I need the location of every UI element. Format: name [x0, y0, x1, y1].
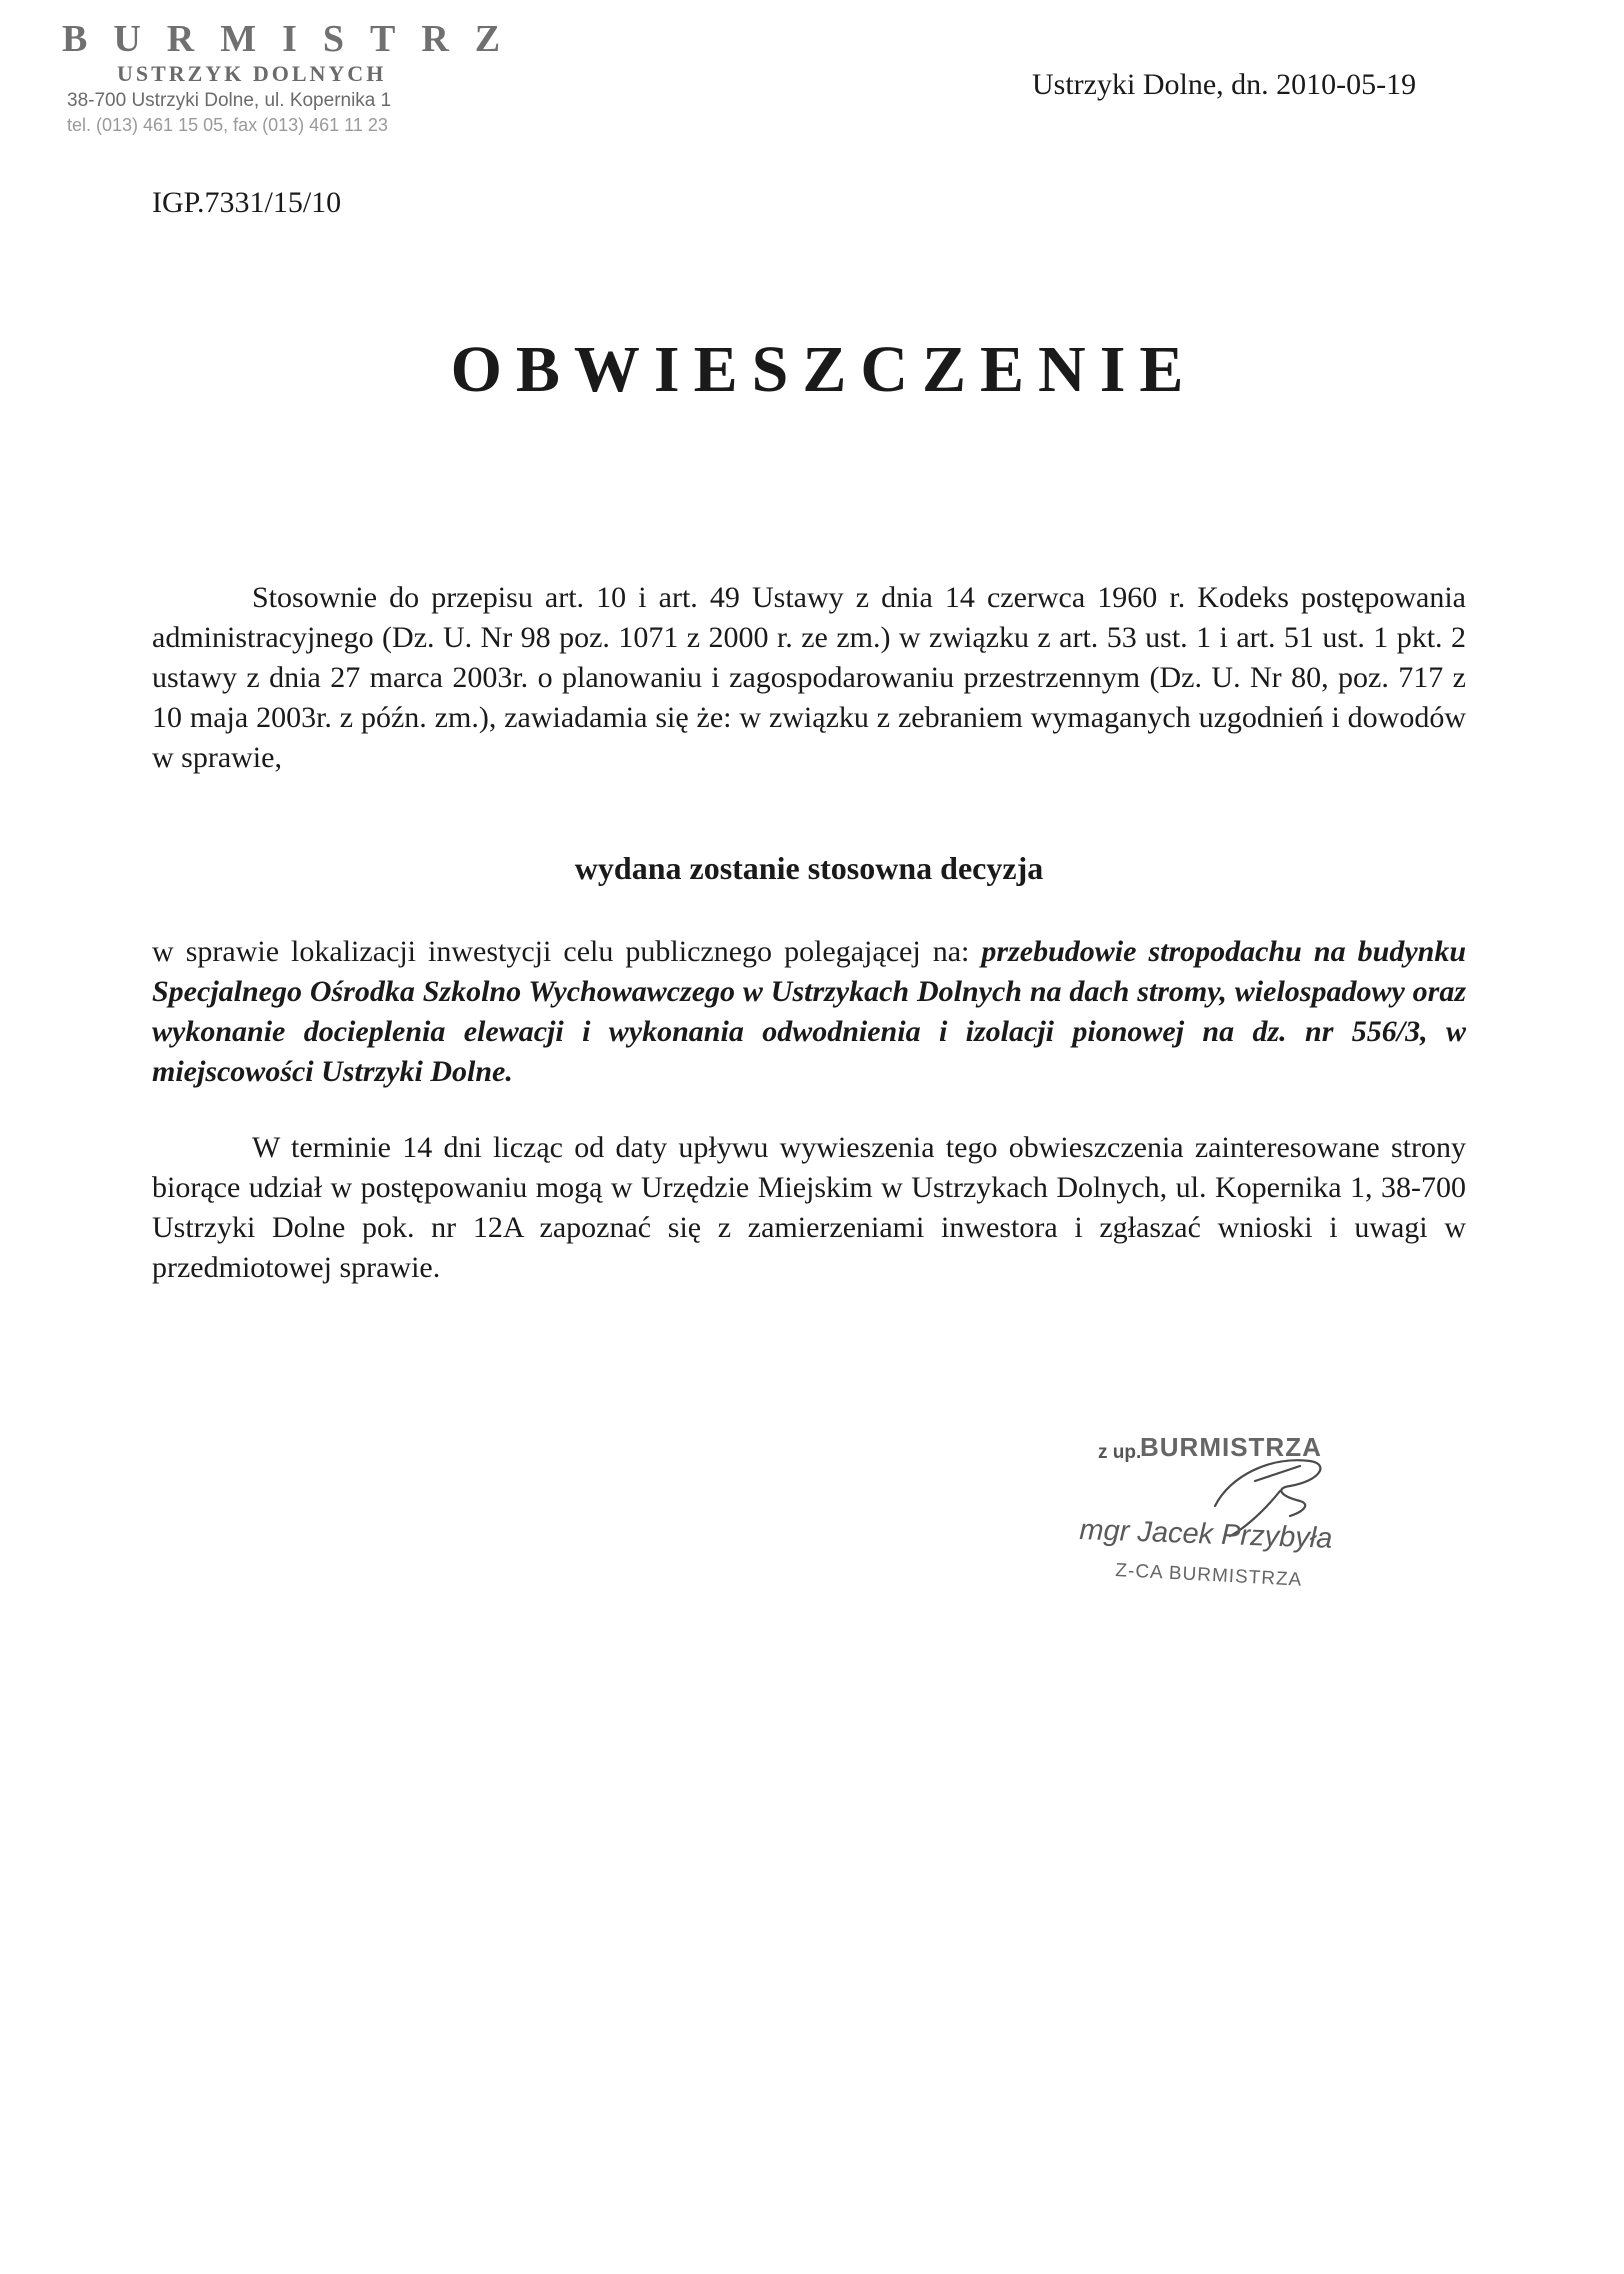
reference-number: IGP.7331/15/10 — [152, 186, 342, 219]
signature-prefix: z up. — [1098, 1442, 1142, 1463]
paragraph-subject — [152, 932, 1466, 1092]
paragraph-legal-basis: Stosownie do przepisu art. 10 i art. 49 Ustawy z dnia 14 czerwca 1960 r. Kodeks postępowania administracyjnego (Dz. U. Nr 98 poz. 1071 z 2000 r. ze zm.) w związku z art. 53 ust. 1 i art. 51 ust. 1 pkt. 2 ustawy z dnia 27 marca 2003r. o planowaniu i zagospodarowaniu przestrzennym (Dz. U. Nr 80, poz. 717 z 10 maja 2003r. z późn. zm.), zawiadamia się że: w związku z zebraniem wymaganych uzgodnień i dowodów w sprawie, — [152, 581, 1466, 774]
subject-description: przebudowie stropodachu na budynku Specjalnego Ośrodka Szkolno Wychowawczego w Ustrzykach Dolnych na dach stromy, wielospadowy oraz wykonanie docieplenia elewacji i wykonania odwodnienia i izolacji pionowej na dz. nr 556/3, w miejscowości Ustrzyki Dolne. — [152, 935, 1466, 1088]
document-title: OBWIESZCZENIE — [450, 333, 1198, 406]
subject-intro: w sprawie lokalizacji inwestycji celu publicznego polegającej na: — [152, 935, 982, 968]
paragraph-decision: wydana zostanie stosowna decyzja — [574, 850, 1044, 886]
place-date: Ustrzyki Dolne, dn. 2010-05-19 — [1032, 68, 1417, 101]
stamp-subtitle: USTRZYK DOLNYCH — [117, 61, 387, 86]
paragraph-deadline: W terminie 14 dni licząc od daty upływu wywieszenia tego obwieszczenia zainteresowane strony biorące udział w postępowaniu mogą w Urzędzie Miejskim w Ustrzykach Dolnych, ul. Kopernika 1, 38-700 Ustrzyki Dolne pok. nr 12A zapoznać się z zamierzeniami inwestora i zgłaszać wnioski i uwagi w przedmiotowej sprawie. — [152, 1131, 1466, 1284]
stamp-phone: tel. (013) 461 15 05, fax (013) 461 11 23 — [67, 115, 388, 135]
stamp-address: 38-700 Ustrzyki Dolne, ul. Kopernika 1 — [67, 90, 392, 111]
signatory-title: Z-CA BURMISTRZA — [1114, 1560, 1303, 1591]
signature-block — [1080, 1428, 1420, 1608]
signatory-name: mgr Jacek Przybyła — [1078, 1514, 1333, 1555]
office-stamp — [62, 18, 527, 138]
signature-role: BURMISTRZA — [1140, 1432, 1322, 1462]
stamp-title: BURMISTRZ — [62, 18, 527, 60]
